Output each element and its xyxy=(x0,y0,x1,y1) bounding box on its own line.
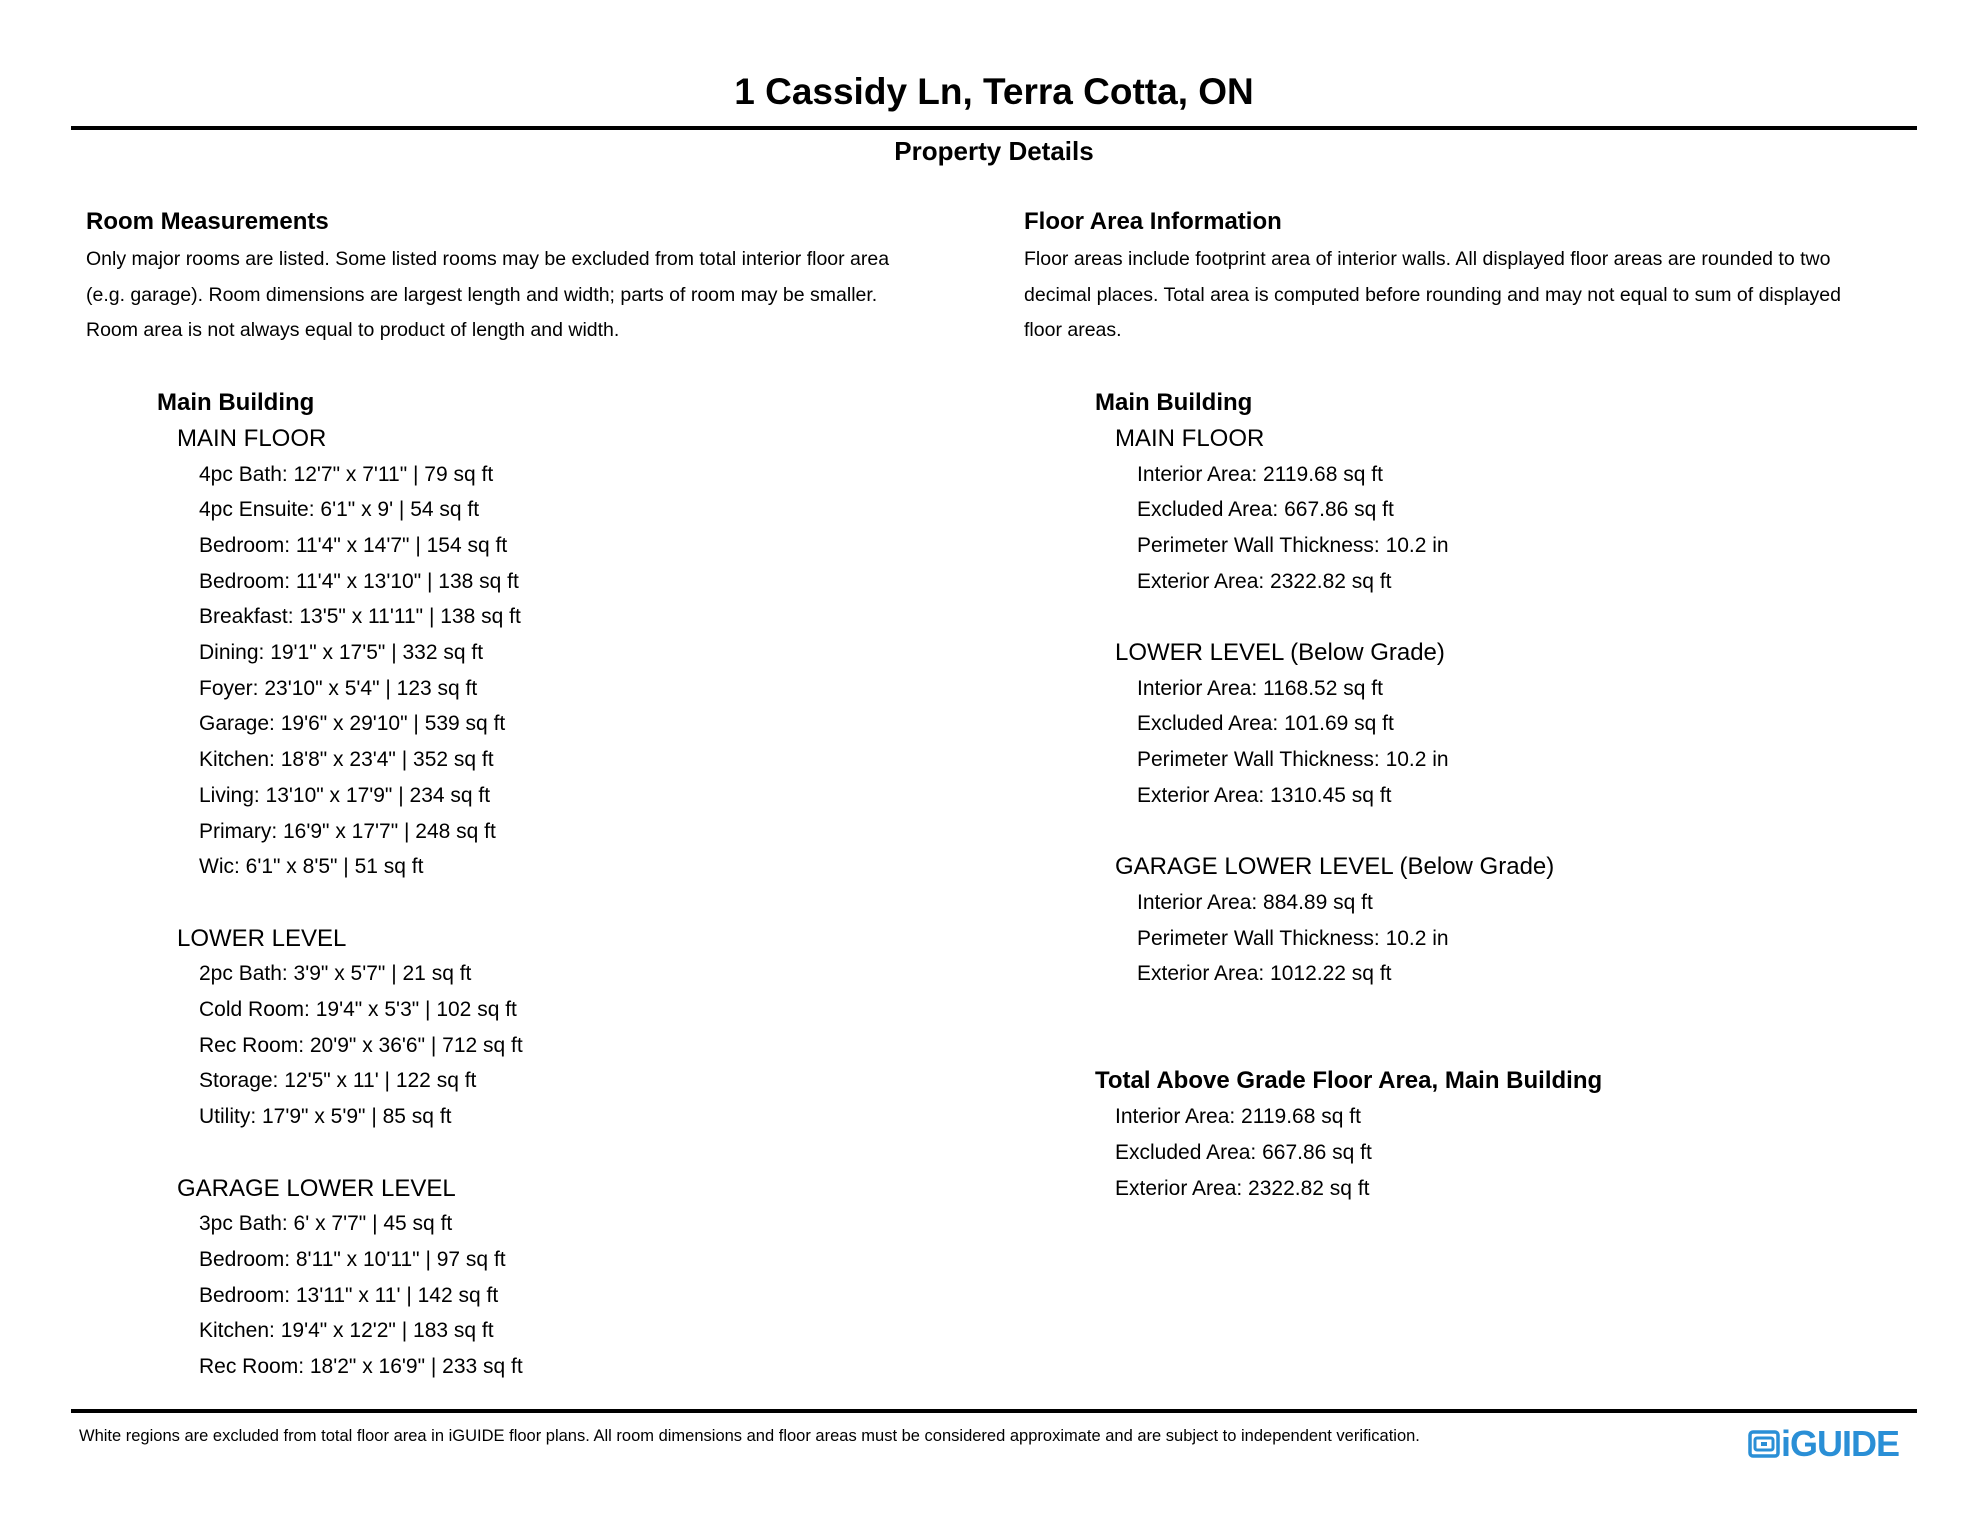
floor-heading: LOWER LEVEL xyxy=(177,924,347,952)
room-item: Foyer: 23'10" x 5'4" | 123 sq ft xyxy=(199,676,478,700)
room-item: Kitchen: 19'4" x 12'2" | 183 sq ft xyxy=(199,1319,494,1343)
room-item: 2pc Bath: 3'9" x 5'7" | 21 sq ft xyxy=(199,962,472,986)
area-item: Exterior Area: 1012.22 sq ft xyxy=(1137,962,1392,986)
floor-area-building xyxy=(1095,385,1944,1206)
iguide-logo xyxy=(1748,1424,1899,1464)
floor-area-intro-line: decimal places. Total area is computed before rounding and may not equal to sum of displayed xyxy=(1024,283,1841,306)
building-heading: Main Building xyxy=(157,389,315,417)
bottom-divider xyxy=(71,1409,1917,1413)
room-item: Kitchen: 18'8" x 23'4" | 352 sq ft xyxy=(199,748,494,772)
room-measurements-intro-line: Only major rooms are listed. Some listed rooms may be excluded from total interior floor area xyxy=(86,248,890,270)
room-item: 4pc Ensuite: 6'1" x 9' | 54 sq ft xyxy=(199,498,480,522)
floor-main xyxy=(177,421,986,885)
room-item: Rec Room: 18'2" x 16'9" | 233 sq ft xyxy=(199,1355,523,1379)
room-measurements-building xyxy=(157,385,986,1385)
area-item: Perimeter Wall Thickness: 10.2 in xyxy=(1137,926,1449,950)
room-item: Bedroom: 8'11" x 10'11" | 97 sq ft xyxy=(199,1247,506,1271)
iguide-camera-icon xyxy=(1748,1429,1780,1459)
iguide-logo-text: iGUIDE xyxy=(1781,1423,1900,1464)
floor-area-heading: Floor Area Information xyxy=(1024,208,1282,235)
area-floor-main xyxy=(1115,421,1944,600)
floor-heading: MAIN FLOOR xyxy=(1115,424,1265,452)
floor-area-intro-line: floor areas. xyxy=(1024,319,1122,342)
floor-lower xyxy=(177,921,986,1135)
area-item: Excluded Area: 667.86 sq ft xyxy=(1137,498,1394,522)
room-item: Bedroom: 13'11" x 11' | 142 sq ft xyxy=(199,1283,499,1307)
building-heading: Main Building xyxy=(1095,389,1253,417)
room-item: Primary: 16'9" x 17'7" | 248 sq ft xyxy=(199,819,496,843)
room-item: 3pc Bath: 6' x 7'7" | 45 sq ft xyxy=(199,1212,453,1236)
floor-area-section xyxy=(1024,206,1944,1206)
area-item: Exterior Area: 1310.45 sq ft xyxy=(1137,783,1392,807)
room-measurements-intro-line: (e.g. garage). Room dimensions are largest length and width; parts of room may be smaller. xyxy=(86,283,878,306)
area-floor-garage-lower xyxy=(1115,849,1944,992)
room-item: Storage: 12'5" x 11' | 122 sq ft xyxy=(199,1069,477,1093)
room-item: Rec Room: 20'9" x 36'6" | 712 sq ft xyxy=(199,1033,523,1057)
area-item: Excluded Area: 101.69 sq ft xyxy=(1137,712,1394,736)
room-measurements-section xyxy=(86,206,986,1385)
page-title: 1 Cassidy Ln, Terra Cotta, ON xyxy=(734,71,1254,112)
total-area-item: Excluded Area: 667.86 sq ft xyxy=(1115,1140,1372,1164)
area-item: Exterior Area: 2322.82 sq ft xyxy=(1137,569,1392,593)
room-item: Garage: 19'6" x 29'10" | 539 sq ft xyxy=(199,712,506,736)
floor-heading: LOWER LEVEL (Below Grade) xyxy=(1115,639,1445,667)
room-item: Cold Room: 19'4" x 5'3" | 102 sq ft xyxy=(199,998,517,1022)
room-item: Dining: 19'1" x 17'5" | 332 sq ft xyxy=(199,641,484,665)
top-divider xyxy=(71,126,1917,130)
total-area-item: Interior Area: 2119.68 sq ft xyxy=(1115,1105,1361,1129)
area-floor-lower xyxy=(1115,635,1944,814)
floor-heading: MAIN FLOOR xyxy=(177,424,327,452)
area-item: Interior Area: 1168.52 sq ft xyxy=(1137,676,1383,700)
area-item: Perimeter Wall Thickness: 10.2 in xyxy=(1137,748,1449,772)
room-item: Utility: 17'9" x 5'9" | 85 sq ft xyxy=(199,1105,452,1129)
room-item: Breakfast: 13'5" x 11'11" | 138 sq ft xyxy=(199,605,521,629)
total-area-item: Exterior Area: 2322.82 sq ft xyxy=(1115,1176,1370,1200)
floor-heading: GARAGE LOWER LEVEL xyxy=(177,1174,456,1202)
floor-area-intro-line: Floor areas include footprint area of interior walls. All displayed floor areas are rounded to two xyxy=(1024,248,1831,270)
floor-garage-lower xyxy=(177,1171,986,1385)
total-area-heading: Total Above Grade Floor Area, Main Building xyxy=(1095,1067,1603,1095)
floor-heading: GARAGE LOWER LEVEL (Below Grade) xyxy=(1115,853,1555,881)
room-measurements-intro-line: Room area is not always equal to product of length and width. xyxy=(86,319,620,342)
room-item: Bedroom: 11'4" x 14'7" | 154 sq ft xyxy=(199,533,508,557)
room-item: Wic: 6'1" x 8'5" | 51 sq ft xyxy=(199,855,424,879)
area-item: Interior Area: 884.89 sq ft xyxy=(1137,890,1373,914)
room-item: Living: 13'10" x 17'9" | 234 sq ft xyxy=(199,783,491,807)
footer-disclaimer: White regions are excluded from total floor area in iGUIDE floor plans. All room dimensions and floor areas must be considered approximate and are subject to independent verification. xyxy=(79,1427,1420,1445)
area-item: Perimeter Wall Thickness: 10.2 in xyxy=(1137,533,1449,557)
room-measurements-heading: Room Measurements xyxy=(86,208,329,235)
total-area xyxy=(1095,1063,1944,1206)
room-item: 4pc Bath: 12'7" x 7'11" | 79 sq ft xyxy=(199,462,494,486)
page-subtitle: Property Details xyxy=(894,136,1094,166)
room-item: Bedroom: 11'4" x 13'10" | 138 sq ft xyxy=(199,569,519,593)
area-item: Interior Area: 2119.68 sq ft xyxy=(1137,462,1383,486)
